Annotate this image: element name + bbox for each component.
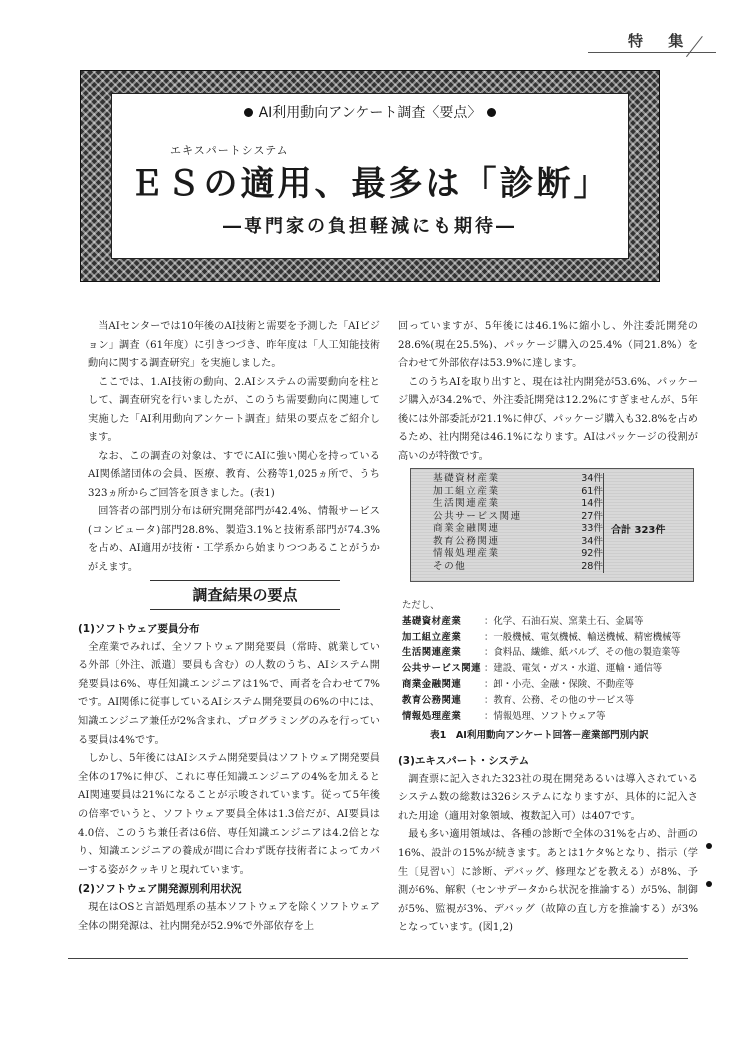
table-category: 情報処理産業 <box>433 548 500 559</box>
bottom-rule <box>68 958 688 959</box>
article-tagline: ―専門家の負担軽減にも期待― <box>223 216 517 237</box>
table-category: その他 <box>433 560 467 572</box>
table-row <box>433 486 603 499</box>
table1-rows <box>433 473 604 573</box>
margin-dot-icon <box>706 881 712 887</box>
bullet-dot-icon <box>487 108 496 117</box>
note-row <box>402 709 702 725</box>
note-text: ：一般機械、電気機械、輸送機械、精密機械等 <box>484 631 681 643</box>
note-text: ：化学、石油石炭、窯業土石、金属等 <box>484 615 644 627</box>
note-label: 生活関連産業 <box>402 647 462 659</box>
section3-heading: (3)エキスパート・システム <box>398 755 530 767</box>
bullet-dot-icon <box>244 108 253 117</box>
table-category: 公共サービス関連 <box>433 510 522 522</box>
section1-heading: (1)ソフトウェア要員分布 <box>78 623 200 635</box>
header-tab <box>588 30 716 50</box>
note-text: ：情報処理、ソフトウェア等 <box>484 710 606 722</box>
table-count: 28件 <box>581 560 603 572</box>
table-count: 92件 <box>581 548 603 559</box>
note-text: ：食料品、繊維、紙パルプ、その他の製造業等 <box>484 647 681 659</box>
results-section-heading: 調査結果の要点 <box>150 580 340 610</box>
note-label: 商業金融関連 <box>402 678 462 690</box>
table-count: 61件 <box>581 485 603 497</box>
intro-paragraph: 回答者の部門別分布は研究開発部門が42.4%、情報サービス(コンピュータ)部門28.8%、製造3.1%と技術系部門が74.3%を占め、AI適用が技術・工学系から始まりつつあることがうかがえます。 <box>88 506 380 573</box>
table-count: 14件 <box>581 498 603 509</box>
title-banner <box>80 70 660 282</box>
intro-paragraph: 当AIセンターでは10年後のAI技術と需要を予測した「AIビジョン」調査（61年度）に引きつづき、昨年度は「人工知能技術動向に関する調査研究」を実施しました。 <box>88 321 380 369</box>
table-row <box>433 523 603 536</box>
table-category: 基礎資材産業 <box>433 473 500 484</box>
table-category: 加工組立産業 <box>433 485 500 497</box>
table-row <box>433 473 603 486</box>
table1-notes <box>402 598 702 724</box>
intro-column <box>88 318 380 577</box>
banner-ruby: エキスパートシステム <box>170 144 289 157</box>
table-category: 生活関連産業 <box>433 498 500 509</box>
article-title: ＥＳの適用、最多は「診断」 <box>129 164 611 204</box>
table-row <box>433 561 603 574</box>
table-row <box>433 548 603 561</box>
table-category: 教育公務関連 <box>433 535 500 547</box>
note-label: 教育公務関連 <box>402 694 462 706</box>
tab-underline <box>588 52 716 53</box>
title-banner-inner <box>111 93 629 259</box>
intro-paragraph: ここでは、1.AI技術の動向、2.AIシステムの需要動向を柱として、調査研究を行いましたが、このうち需要動向に関連して実施した「AI利用動向アンケート調査」結果の要点をご紹介します。 <box>88 376 380 443</box>
table-total: 合計 323件 <box>611 525 666 536</box>
results-left-column <box>78 620 380 936</box>
note-row <box>402 645 702 661</box>
note-text: ：教育、公務、その他のサービス等 <box>484 694 635 706</box>
table-count: 27件 <box>581 510 603 522</box>
table1-caption: 表1 AI利用動向アンケート回答－産業部門別内訳 <box>430 730 649 741</box>
results-right-column <box>398 752 698 938</box>
table-row <box>433 511 603 524</box>
section1-paragraph: 全産業でみれば、全ソフトウェア開発要員（常時、就業している外部〔外注、派遣〕要員も含む）の人数のうち、AIシステム開発要員は6%、専任知識エンジニアは1%で、両者を合わせて7%です。AI関係に従事しているAIシステム開発要員の6%の中には、知識エンジニア兼任が2%含まれ、プログラミングのみを行っている要員は4%です。 <box>78 641 380 746</box>
note-text: ：建設、電気・ガス・水道、運輸・通信等 <box>484 663 663 675</box>
section3-paragraph: 最も多い適用領域は、各種の診断で全体の31%を占め、計画の16%、設計の15%が続きます。あとは1ケタ%となり、指示（学生〔見習い〕に診断、デバッグ、修理などを教える）が8%、予測が6%、解釈（センサデータから状況を推論する）が5%、制御が5%、監視が3%、デバッグ（故障の直し方を推論する）が3%となっています。(図1,2) <box>398 829 698 934</box>
section2-paragraph: 現在はOSと言語処理系の基本ソフトウェアを除くソフトウェア全体の開発源は、社内開発が52.9%で外部依存を上 <box>78 901 380 932</box>
note-row <box>402 661 702 677</box>
notes-intro: ただし、 <box>402 600 440 611</box>
intro-paragraph: なお、この調査の対象は、すでにAIに強い関心を持っているAI関係諸団体の会員、医療、教育、公務等1,025ヵ所で、うち323ヵ所からご回答を頂きました。(表1) <box>88 450 380 499</box>
banner-subtitle-text: AI利用動向アンケート調査〈要点〉 <box>258 105 482 121</box>
right-intro-column <box>398 318 698 466</box>
right-paragraph: このうちAIを取り出すと、現在は社内開発が53.6%、パッケージ購入が34.2%で、外注委託開発は12.2%にすぎませんが、5年後には外部委託が21.1%に伸び、パッケージ購入も32.8%を占めるため、社内開発は46.1%になります。AIはパッケージの役割が高いのが特徴です。 <box>398 376 698 462</box>
table-category: 商業金融関連 <box>433 523 500 534</box>
table-row <box>433 536 603 549</box>
note-row <box>402 630 702 646</box>
note-label: 基礎資材産業 <box>402 615 462 627</box>
note-label: 情報処理産業 <box>402 710 462 722</box>
table1-box <box>410 468 694 582</box>
note-row <box>402 693 702 709</box>
right-paragraph: 回っていますが、5年後には46.1%に縮小し、外注委託開発の28.6%(現在25.5%)、パッケージ購入の25.4%（同21.8%）を合わせて外部依存は53.9%に達します。 <box>398 321 698 369</box>
banner-subtitle <box>112 102 628 122</box>
margin-dot-icon <box>706 843 712 849</box>
section3-paragraph: 調査票に記入された323社の現在開発あるいは導入されているシステム数の総数は326システムになりますが、具体的に記入された用途（適用対象領域、複数記入可）は407です。 <box>398 773 698 822</box>
note-row <box>402 677 702 693</box>
note-label: 公共サービス関連 <box>402 663 482 675</box>
table-count: 34件 <box>581 535 603 547</box>
note-row <box>402 614 702 630</box>
table-row <box>433 498 603 511</box>
note-label: 加工組立産業 <box>402 631 462 643</box>
note-text: ：卸・小売、金融・保険、不動産等 <box>484 678 635 690</box>
section1-paragraph: しかし、5年後にはAIシステム開発要員はソフトウェア開発要員全体の17%に伸び、これに専任知識エンジニアの4%を加えるとAI関連要員は21%になることが示唆されています。従って5年後の倍率でいうと、ソフトウェア要員全体は1.3倍だが、AI要員は4.0倍、このうち兼任者は6倍、専任知識エンジニアは4.2倍となり、知識エンジニアの養成が間に合わず既存技術者によってカバーする姿がクッキリと現れています。 <box>78 753 380 876</box>
table-count: 34件 <box>581 473 603 484</box>
section-tab-label: 特 集 <box>628 32 694 50</box>
section2-heading: (2)ソフトウェア開発源別利用状況 <box>78 883 242 896</box>
table-count: 33件 <box>581 523 603 534</box>
